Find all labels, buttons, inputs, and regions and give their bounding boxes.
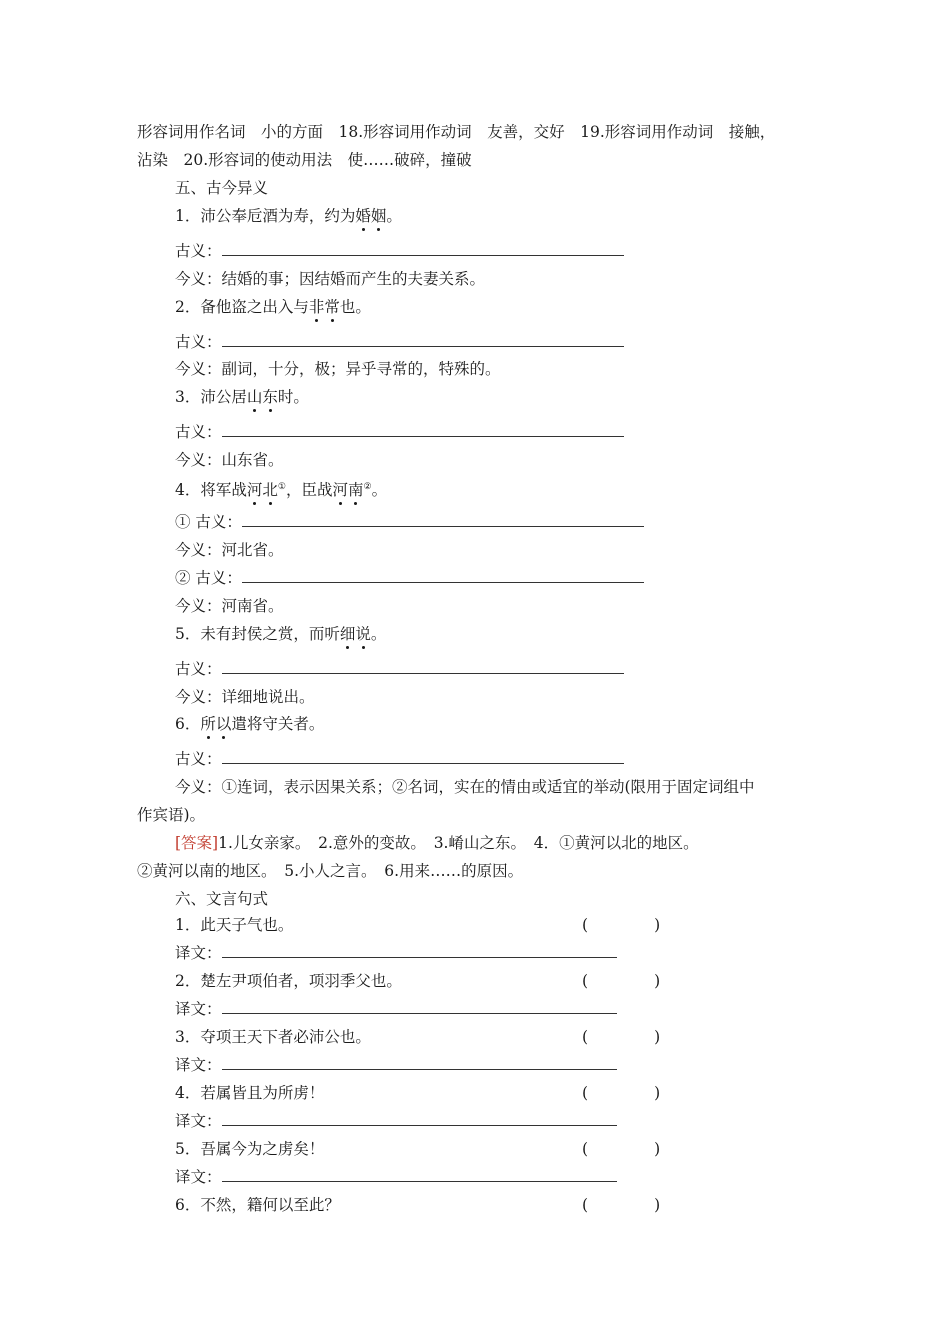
jushi-translation-1: 译文： <box>175 942 617 964</box>
translation-blank[interactable] <box>222 943 617 958</box>
jushi-translation-4: 译文： <box>175 1110 617 1132</box>
translation-blank[interactable] <box>222 1055 617 1070</box>
question-5-sentence: 5．未有封侯之赏，而听细说。 <box>175 625 387 643</box>
question-6-jin-line-2: 作宾语)。 <box>137 806 206 824</box>
question-2-gu-answer: 古义： <box>175 331 624 353</box>
question-4-sentence: 4．将军战河北①，臣战河南②。 <box>175 481 388 499</box>
question-1-sentence: 1．沛公奉卮酒为寿，约为婚姻。 <box>175 207 402 225</box>
gu-blank[interactable] <box>242 512 644 527</box>
question-2-sentence: 2．备他盗之出入与非常也。 <box>175 298 371 316</box>
question-4-gu-answer-1: ① 古义： <box>175 511 644 533</box>
question-1-gu-answer: 古义： <box>175 240 624 262</box>
gu-blank[interactable] <box>242 568 644 583</box>
jushi-answer-parens-3[interactable]: ( ) <box>582 1028 661 1046</box>
jushi-answer-parens-5[interactable]: ( ) <box>582 1140 661 1158</box>
question-5-jin: 今义：详细地说出。 <box>175 688 315 706</box>
jushi-answer-parens-6[interactable]: ( ) <box>582 1196 661 1214</box>
question-6-gu-answer: 古义： <box>175 748 624 770</box>
answer-line-1: [答案]1.儿女亲家。 2.意外的变故。 3.崤山之东。 4．①黄河以北的地区。 <box>175 834 699 852</box>
question-3-jin: 今义：山东省。 <box>175 451 284 469</box>
jushi-translation-5: 译文： <box>175 1166 617 1188</box>
section-title-wenyan-jushi: 六、文言句式 <box>175 890 269 908</box>
jushi-answer-parens-2[interactable]: ( ) <box>582 972 661 990</box>
question-6-jin-line-1: 今义：①连词，表示因果关系；②名词，实在的情由或适宜的举动(限用于固定词组中 <box>175 778 755 796</box>
answer-continuation-line-1: 形容词用作名词 小的方面 18.形容词用作动词 友善，交好 19.形容词用作动词 接触， <box>137 123 776 141</box>
jushi-translation-2: 译文： <box>175 998 617 1020</box>
answer-tag: [答案] <box>175 834 219 852</box>
gu-blank[interactable] <box>222 241 624 256</box>
jushi-question-1: 1．此天子气也。 <box>175 916 294 934</box>
translation-blank[interactable] <box>222 999 617 1014</box>
answer-continuation-line-2: 沾染 20.形容词的使动用法 使……破碎，撞破 <box>137 151 472 169</box>
gu-blank[interactable] <box>222 749 624 764</box>
question-1-jin: 今义：结婚的事；因结婚而产生的夫妻关系。 <box>175 270 486 288</box>
jushi-translation-3: 译文： <box>175 1054 617 1076</box>
gu-blank[interactable] <box>222 422 624 437</box>
answer-line-2: ②黄河以南的地区。 5.小人之言。 6.用来……的原因。 <box>137 862 524 880</box>
question-4-jin-2: 今义：河南省。 <box>175 597 284 615</box>
jushi-question-5: 5．吾属今为之虏矣！ <box>175 1140 325 1158</box>
gu-blank[interactable] <box>222 332 624 347</box>
question-5-gu-answer: 古义： <box>175 658 624 680</box>
jushi-answer-parens-4[interactable]: ( ) <box>582 1084 661 1102</box>
section-title-gujin-yiyi: 五、古今异义 <box>175 179 269 197</box>
jushi-question-3: 3．夺项王天下者必沛公也。 <box>175 1028 371 1046</box>
jushi-question-4: 4．若属皆且为所虏！ <box>175 1084 325 1102</box>
question-2-jin: 今义：副词，十分，极；异乎寻常的，特殊的。 <box>175 360 501 378</box>
translation-blank[interactable] <box>222 1167 617 1182</box>
question-6-sentence: 6．所以遣将守关者。 <box>175 715 325 733</box>
question-4-gu-answer-2: ② 古义： <box>175 567 644 589</box>
question-4-jin-1: 今义：河北省。 <box>175 541 284 559</box>
gu-blank[interactable] <box>222 659 624 674</box>
jushi-question-2: 2．楚左尹项伯者，项羽季父也。 <box>175 972 402 990</box>
jushi-question-6: 6．不然，籍何以至此？ <box>175 1196 340 1214</box>
question-3-sentence: 3．沛公居山东时。 <box>175 388 309 406</box>
question-3-gu-answer: 古义： <box>175 421 624 443</box>
translation-blank[interactable] <box>222 1111 617 1126</box>
jushi-answer-parens-1[interactable]: ( ) <box>582 916 661 934</box>
